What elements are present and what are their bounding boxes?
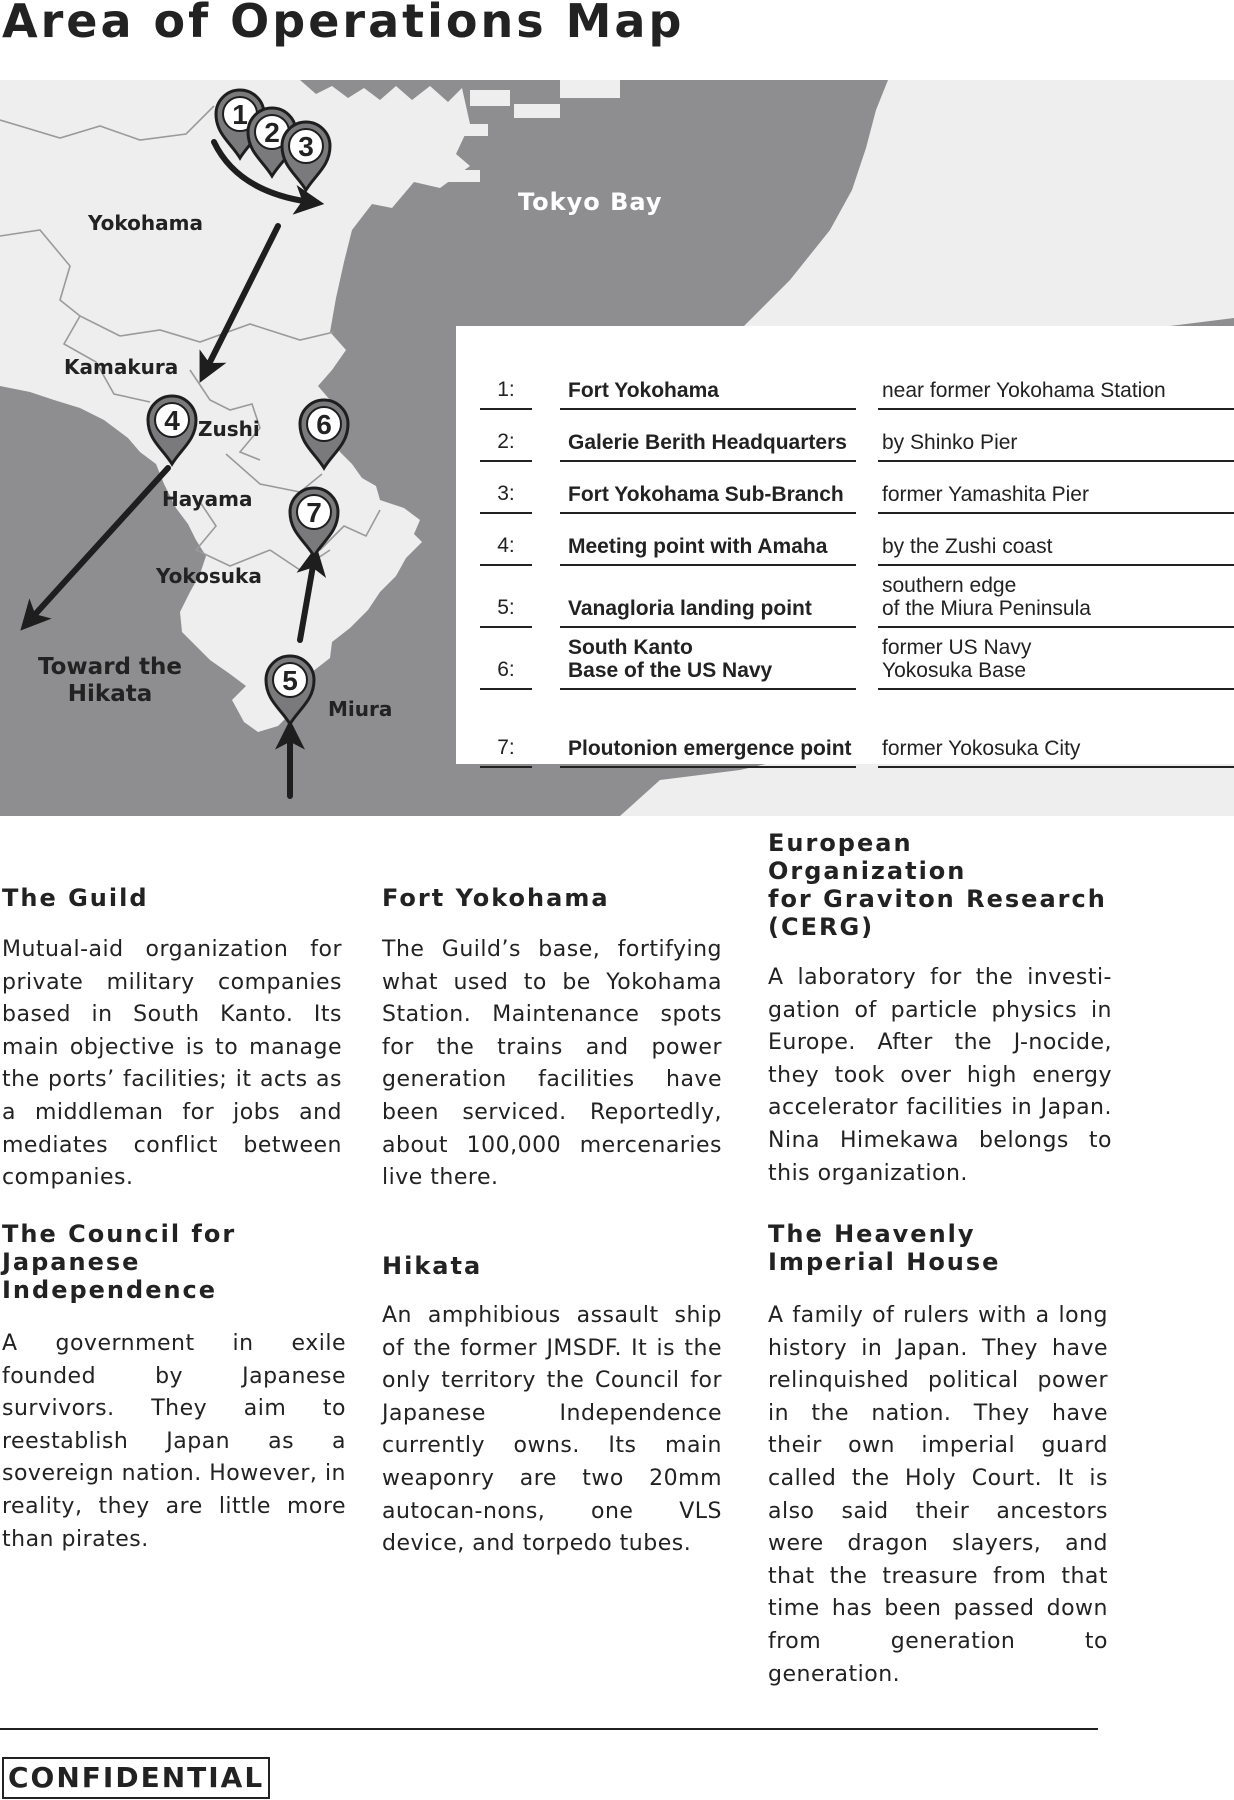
legend-name: Fort Yokohama xyxy=(560,379,856,410)
legend-number: 2: xyxy=(480,430,532,462)
marker-label-7: 7 xyxy=(306,497,322,528)
legend-row xyxy=(456,360,1234,410)
section-the-guild xyxy=(2,884,342,1195)
legend-name: Ploutonion emergence point xyxy=(560,737,856,768)
section-heading: European Organization for Graviton Research (CERG) xyxy=(768,829,1107,941)
legend-name xyxy=(560,636,856,690)
page-title: Area of Operations Map xyxy=(2,0,685,48)
map-label-kamakura: Kamakura xyxy=(64,355,179,379)
marker-label-4: 4 xyxy=(164,405,180,436)
section-body: An amphibious assault ship of the former JMSDF. It is the only territory the Council for Japanese Independence currently owns. Its main weaponry are two 20mm autocan-nons, one VLS device, and torpedo tubes. xyxy=(382,1303,722,1557)
marker-label-1: 1 xyxy=(232,99,248,130)
legend-row xyxy=(456,620,1234,690)
legend-name-line: Base of the US Navy xyxy=(568,659,773,682)
section-hikata xyxy=(382,1252,722,1561)
marker-label-5: 5 xyxy=(282,665,298,696)
map-label-hayama: Hayama xyxy=(162,487,253,511)
legend-number: 3: xyxy=(480,482,532,514)
legend-name: Fort Yokohama Sub-Branch xyxy=(560,483,856,514)
legend-location-line: southern edge xyxy=(882,574,1017,597)
legend-number: 6: xyxy=(480,658,532,690)
legend-number: 1: xyxy=(480,378,532,410)
map-label-toward-hikata-1: Toward the xyxy=(38,654,182,680)
map-label-toward-hikata-2: Hikata xyxy=(67,681,153,707)
footer-divider xyxy=(0,1728,1098,1730)
map-label-zushi: Zushi xyxy=(198,417,260,441)
section-fort-yokohama xyxy=(382,884,722,1195)
legend-number: 5: xyxy=(480,596,532,628)
marker-label-3: 3 xyxy=(298,131,314,162)
legend-row xyxy=(456,558,1234,628)
map-label-tokyo-bay: Tokyo Bay xyxy=(518,188,663,216)
confidential-stamp: CONFIDENTIAL xyxy=(2,1757,270,1799)
legend-location xyxy=(878,636,1234,690)
section-heading: The Council for Japanese Independence xyxy=(2,1220,237,1304)
legend-name: Meeting point with Amaha xyxy=(560,535,856,566)
legend-location-line: former US Navy xyxy=(882,636,1032,659)
section-body: A government in exile founded by Japanese survivors. They aim to reestablish Japan as a sovereign nation. However, in reality, they are little more than pirates. xyxy=(2,1331,346,1552)
location-legend xyxy=(456,326,1234,764)
map-label-yokosuka: Yokosuka xyxy=(156,564,262,588)
legend-location: former Yamashita Pier xyxy=(878,483,1234,514)
section-heading: Fort Yokohama xyxy=(382,884,610,912)
legend-location: near former Yokohama Station xyxy=(878,379,1234,410)
section-heading: The Heavenly Imperial House xyxy=(768,1220,1001,1276)
legend-location-line: Yokosuka Base xyxy=(882,659,1026,682)
map-label-yokohama: Yokohama xyxy=(88,211,203,235)
legend-row xyxy=(456,412,1234,462)
legend-number: 7: xyxy=(480,736,532,768)
section-body: A family of rulers with a long history in Japan. They have relinquished political power in the nation. They have their own imperial guard called the Holy Court. It is also said their ancestors were dragon slayers, and that the treasure from that time has been passed down from generation to generation. xyxy=(768,1303,1108,1687)
legend-name: Galerie Berith Headquarters xyxy=(560,431,856,462)
section-heading: The Guild xyxy=(2,884,149,912)
legend-location: by Shinko Pier xyxy=(878,431,1234,462)
legend-row xyxy=(456,464,1234,514)
legend-row xyxy=(456,718,1234,768)
section-council xyxy=(2,1220,346,1556)
section-body: Mutual-aid organization for private military companies based in South Kanto. Its main objective is to manage the ports’ facilities; it acts as a middleman for jobs and mediates conflict between companies. xyxy=(2,937,342,1191)
section-cerg xyxy=(768,829,1112,1190)
marker-label-6: 6 xyxy=(316,409,332,440)
section-heading: Hikata xyxy=(382,1252,483,1280)
legend-location: former Yokosuka City xyxy=(878,737,1234,768)
marker-label-2: 2 xyxy=(264,117,280,148)
legend-location: by the Zushi coast xyxy=(878,535,1234,566)
legend-name-line: South Kanto xyxy=(568,636,693,659)
section-body: The Guild’s base, fortifying what used to be Yokohama Station. Maintenance spots for the trains and power generation facilities have been serviced. Reportedly, about 100,000 mercenaries live there. xyxy=(382,937,722,1191)
section-heavenly-imperial-house xyxy=(768,1220,1108,1691)
legend-name: Vanagloria landing point xyxy=(560,597,856,628)
legend-location-line: of the Miura Peninsula xyxy=(882,597,1091,620)
map-label-miura: Miura xyxy=(328,697,393,721)
section-body: A laboratory for the investi-gation of particle physics in Europe. After the J-nocide, they took over high energy accelerator facilities in Japan. Nina Himekawa belongs to this organization. xyxy=(768,965,1112,1186)
legend-number: 4: xyxy=(480,534,532,566)
